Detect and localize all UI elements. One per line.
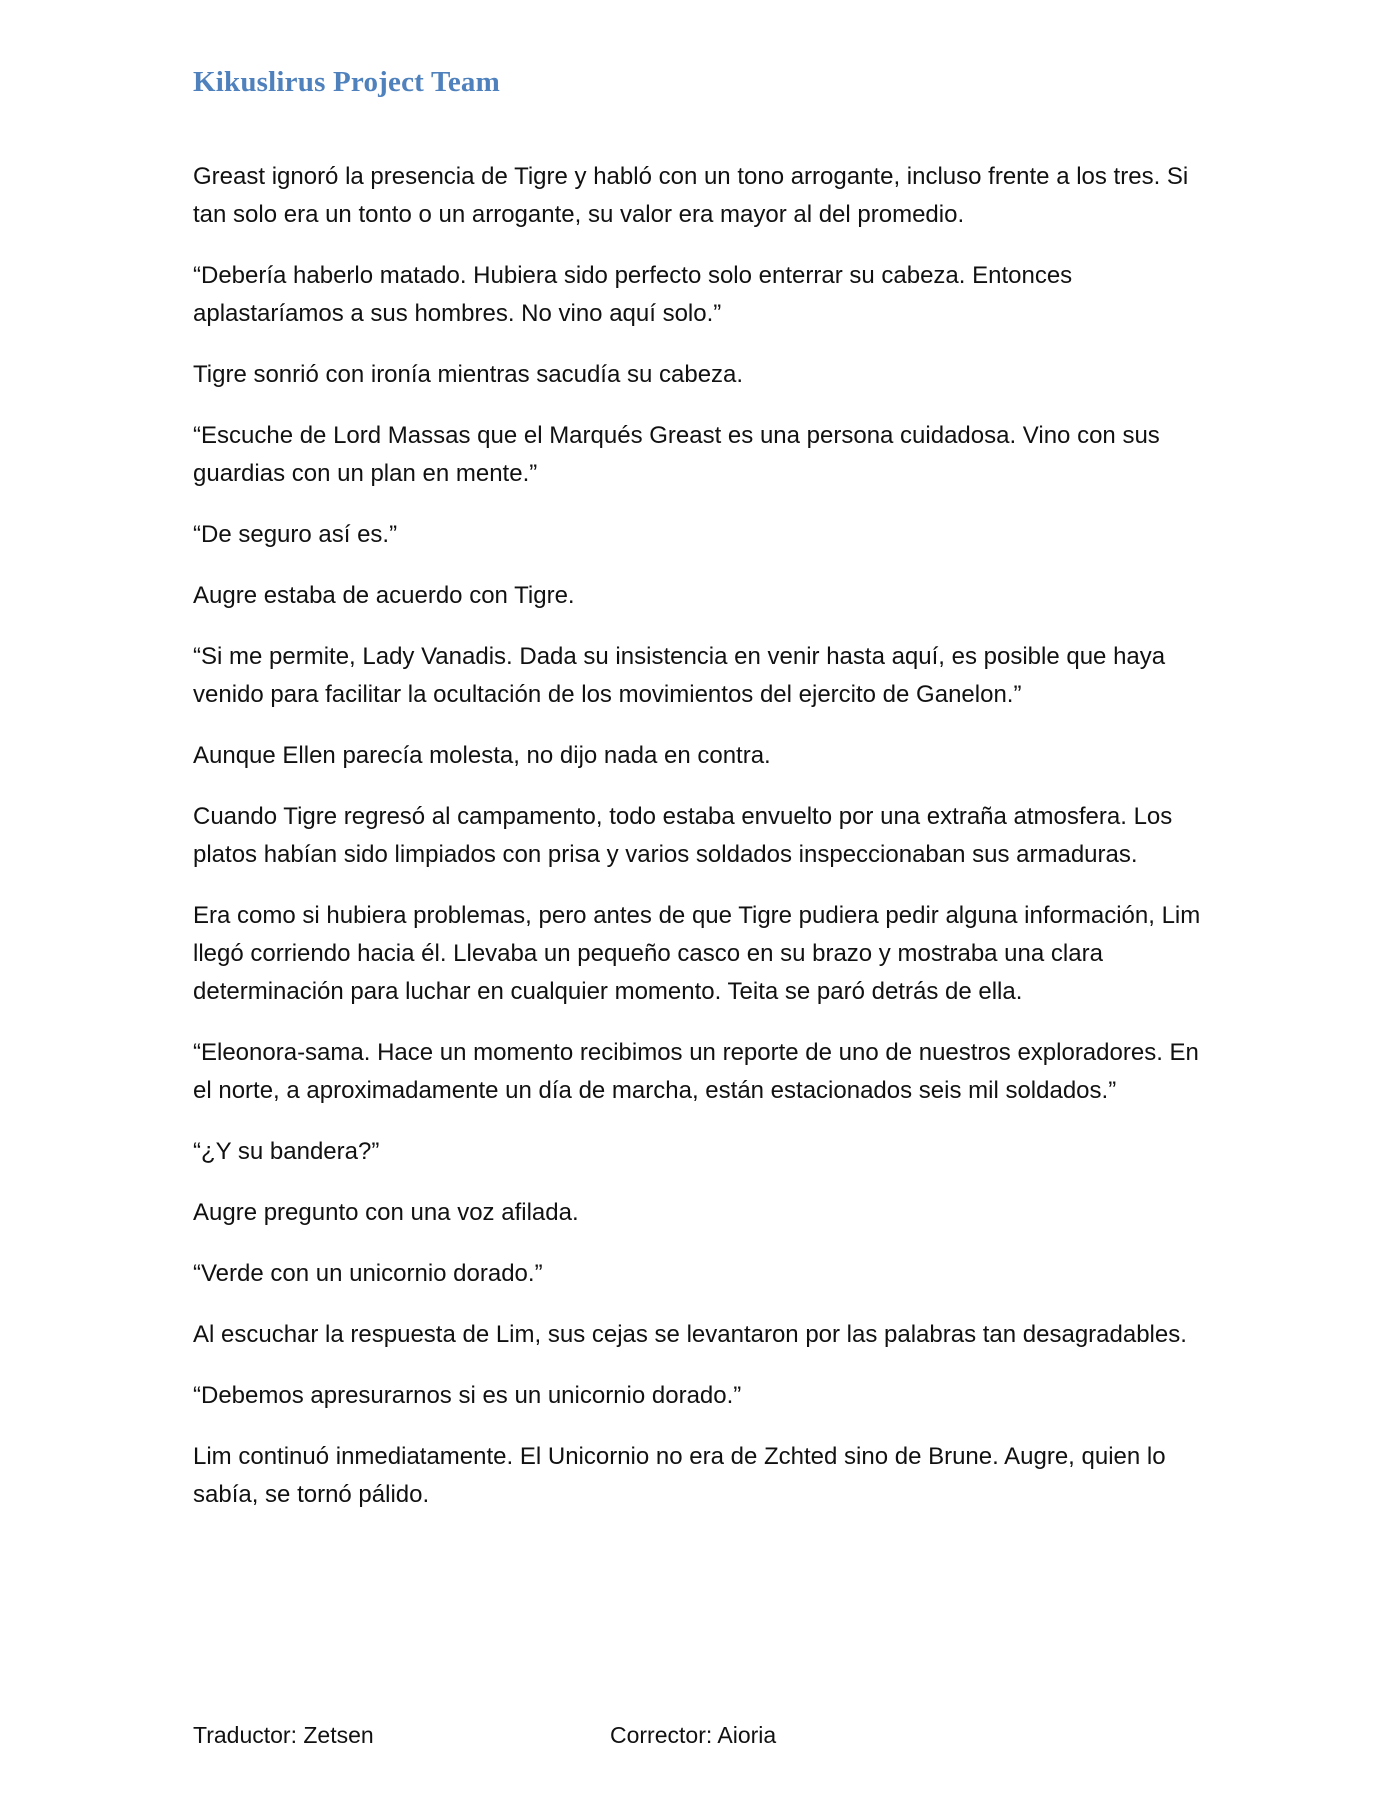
paragraph: Augre estaba de acuerdo con Tigre. [193,582,575,609]
paragraph: “Verde con un unicornio dorado.” [193,1260,543,1287]
paragraph: “¿Y su bandera?” [193,1138,380,1165]
paragraph: Al escuchar la respuesta de Lim, sus cejas se levantaron por las palabras tan desagradables. [193,1321,1187,1348]
paragraph: Tigre sonrió con ironía mientras sacudía su cabeza. [193,361,744,388]
paragraph: Cuando Tigre regresó al campamento, todo estaba envuelto por una extraña atmosfera. Los platos habían sido limpiados con prisa y varios soldados inspeccionaban sus armaduras. [193,803,1173,868]
header-title: Kikuslirus Project Team [193,66,500,98]
translator-credit: Traductor: Zetsen [193,1722,374,1748]
paragraph: “Debemos apresurarnos si es un unicornio dorado.” [193,1382,742,1409]
paragraph: Lim continuó inmediatamente. El Unicornio no era de Zchted sino de Brune. Augre, quien lo sabía, se tornó pálido. [193,1443,1166,1508]
paragraph: Augre pregunto con una voz afilada. [193,1199,579,1226]
footer-credits [193,1716,1213,1756]
corrector-credit: Corrector: Aioria [610,1722,777,1748]
paragraph: Greast ignoró la presencia de Tigre y habló con un tono arrogante, incluso frente a los tres. Si tan solo era un tonto o un arrogante, su valor era mayor al del promedio. [193,163,1189,228]
paragraph: “Si me permite, Lady Vanadis. Dada su insistencia en venir hasta aquí, es posible que haya venido para facilitar la ocultación de los movimientos del ejercito de Ganelon.” [193,643,1166,708]
paragraph: “Escuche de Lord Massas que el Marqués Greast es una persona cuidadosa. Vino con sus guardias con un plan en mente.” [193,422,1160,487]
body-text [193,158,1213,1537]
paragraph: “Debería haberlo matado. Hubiera sido perfecto solo enterrar su cabeza. Entonces aplastaríamos a sus hombres. No vino aquí solo.” [193,262,1073,327]
paragraph: “Eleonora-sama. Hace un momento recibimos un reporte de uno de nuestros exploradores. En el norte, a aproximadamente un día de marcha, están estacionados seis mil soldados.” [193,1039,1199,1104]
paragraph: Aunque Ellen parecía molesta, no dijo nada en contra. [193,742,771,769]
paragraph: Era como si hubiera problemas, pero antes de que Tigre pudiera pedir alguna información, Lim llegó corriendo hacia él. Llevaba un pequeño casco en su brazo y mostraba una clara determinación para luchar en cualquier momento. Teita se paró detrás de ella. [193,902,1201,1005]
paragraph: “De seguro así es.” [193,521,398,548]
